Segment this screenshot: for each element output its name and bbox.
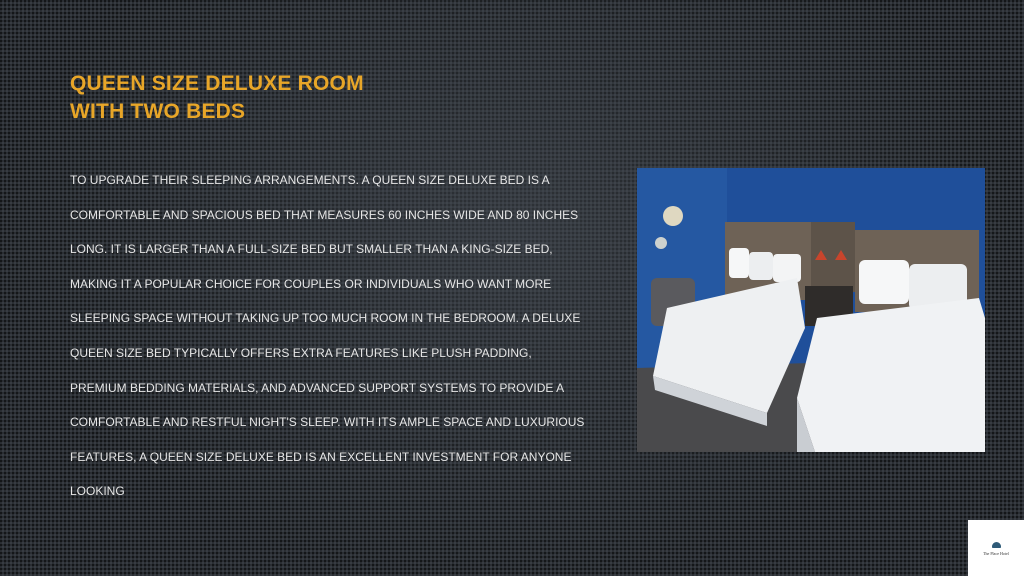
body-line-9: FEATURES, A QUEEN SIZE DELUXE BED IS AN EXCELLENT INVESTMENT FOR ANYONE <box>70 449 572 464</box>
logo-icon <box>992 542 1001 548</box>
body-line-6: QUEEN SIZE BED TYPICALLY OFFERS EXTRA FEATURES LIKE PLUSH PADDING, <box>70 345 532 360</box>
body-line-7: PREMIUM BEDDING MATERIALS, AND ADVANCED SUPPORT SYSTEMS TO PROVIDE A <box>70 380 565 395</box>
slide-title-line-2: WITH TWO BEDS <box>70 100 246 123</box>
logo-text: The Place Hotel <box>983 551 1009 556</box>
bed-right-linen <box>797 298 985 452</box>
pillow <box>729 248 749 278</box>
body-line-4: MAKING IT A POPULAR CHOICE FOR COUPLES OR INDIVIDUALS WHO WANT MORE <box>70 276 552 291</box>
slide-title-line-1: QUEEN SIZE DELUXE ROOM <box>70 72 364 95</box>
wall-lamp-small-icon <box>655 237 667 249</box>
slide-title <box>70 70 364 126</box>
hotel-room-photo <box>637 168 985 452</box>
body-line-8: COMFORTABLE AND RESTFUL NIGHT'S SLEEP. WITH ITS AMPLE SPACE AND LUXURIOUS <box>70 415 585 430</box>
hotel-room-illustration <box>637 168 985 452</box>
body-line-5: SLEEPING SPACE WITHOUT TAKING UP TOO MUCH ROOM IN THE BEDROOM. A DELUXE <box>70 311 581 326</box>
body-line-2: COMFORTABLE AND SPACIOUS BED THAT MEASURES 60 INCHES WIDE AND 80 INCHES <box>70 207 579 222</box>
slide-body-text <box>70 163 590 509</box>
pillow <box>859 260 909 304</box>
body-line-10: LOOKING <box>70 484 125 499</box>
body-line-1: TO UPGRADE THEIR SLEEPING ARRANGEMENTS. A QUEEN SIZE DELUXE BED IS A <box>70 173 550 187</box>
wall-lamp-left-icon <box>663 206 683 226</box>
pillow <box>773 254 801 282</box>
hotel-logo <box>968 520 1024 576</box>
body-line-3: LONG. IT IS LARGER THAN A FULL-SIZE BED BUT SMALLER THAN A KING-SIZE BED, <box>70 242 553 257</box>
pillow <box>749 252 773 280</box>
